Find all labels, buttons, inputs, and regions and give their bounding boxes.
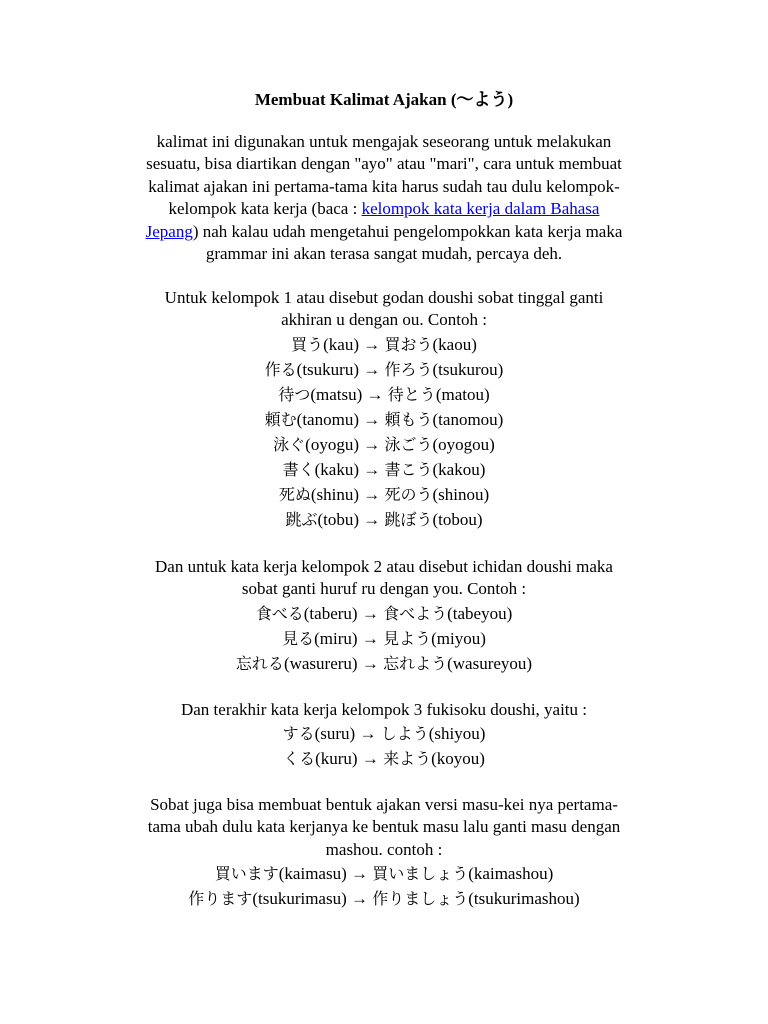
verb-romaji: (kaimasu): [278, 864, 347, 884]
verb-volitional-form: 見よう: [383, 628, 432, 648]
volitional-romaji: (kaou): [432, 334, 477, 354]
verb-volitional-form: 死のう: [384, 484, 433, 504]
verb-dictionary-form: する: [282, 724, 315, 744]
verb-dictionary-form: くる: [283, 749, 316, 769]
verb-romaji: (wasureru): [283, 653, 358, 673]
arrow-icon: →: [359, 459, 385, 479]
group2-examples: [84, 601, 684, 676]
masu-examples: [84, 861, 684, 911]
volitional-romaji: (tobou): [432, 509, 483, 529]
conjugation-example: [84, 651, 684, 676]
conjugation-example: [84, 332, 684, 357]
verb-groups-link[interactable]: kelompok kata kerja dalam Bahasa: [361, 199, 600, 219]
group3-text: Dan terakhir kata kerja kelompok 3 fukisoku doushi, yaitu :: [180, 700, 588, 719]
verb-volitional-form: 忘れよう: [383, 653, 448, 673]
verb-volitional-form: 来よう: [383, 749, 432, 769]
volitional-romaji: (miyou): [431, 628, 486, 648]
verb-groups-link-continued[interactable]: Jepang: [145, 221, 193, 241]
intro-text: kelompok kata kerja (baca :: [168, 199, 362, 219]
conjugation-example: [84, 407, 684, 432]
conjugation-example: [84, 746, 684, 771]
verb-romaji: (shinu): [310, 484, 359, 504]
masu-text: Sobat juga bisa membuat bentuk ajakan versi masu-kei nya pertama-: [150, 795, 618, 814]
conjugation-example: [84, 626, 684, 651]
conjugation-example: [84, 432, 684, 457]
verb-romaji: (kaku): [314, 459, 359, 479]
arrow-icon: →: [359, 434, 385, 454]
volitional-romaji: (wasureyou): [447, 653, 533, 673]
conjugation-example: [84, 357, 684, 382]
group1-section: [84, 287, 684, 532]
verb-romaji: (suru): [314, 724, 356, 744]
verb-romaji: (kau): [323, 334, 359, 354]
arrow-icon: →: [359, 484, 385, 504]
masu-text: tama ubah dulu kata kerjanya ke bentuk masu lalu ganti masu dengan: [147, 817, 621, 837]
arrow-icon: →: [362, 384, 388, 404]
intro-line: [84, 198, 684, 220]
group3-examples: [84, 721, 684, 771]
group2-text: Dan untuk kata kerja kelompok 2 atau disebut ichidan doushi maka: [155, 557, 613, 576]
verb-dictionary-form: 跳ぶ: [285, 509, 318, 529]
intro-line: grammar ini akan terasa sangat mudah, percaya deh.: [205, 243, 563, 263]
verb-dictionary-form: 食べる: [255, 603, 304, 623]
arrow-icon: →: [357, 628, 384, 648]
verb-volitional-form: 作ろう: [384, 359, 433, 379]
verb-volitional-form: 跳ぼう: [384, 509, 433, 529]
arrow-icon: →: [355, 724, 381, 744]
verb-dictionary-form: 買う: [291, 334, 324, 354]
arrow-icon: →: [346, 864, 373, 884]
verb-volitional-form: 作りましょう: [372, 889, 469, 909]
verb-romaji: (matsu): [310, 384, 363, 404]
arrow-icon: →: [359, 509, 385, 529]
intro-line: [84, 221, 684, 243]
conjugation-example: [84, 482, 684, 507]
masu-text: mashou. contoh :: [325, 839, 443, 859]
intro-line: kalimat ajakan ini pertama-tama kita harus sudah tau dulu kelompok-: [148, 176, 620, 196]
volitional-romaji: (tanomou): [432, 409, 504, 429]
arrow-icon: →: [359, 334, 385, 354]
conjugation-example: [84, 861, 684, 886]
verb-dictionary-form: 書く: [282, 459, 315, 479]
verb-dictionary-form: 買います: [214, 864, 279, 884]
verb-romaji: (miru): [314, 628, 358, 648]
verb-volitional-form: 買いましょう: [372, 864, 469, 884]
arrow-icon: →: [359, 359, 385, 379]
verb-dictionary-form: 待つ: [278, 384, 311, 404]
verb-dictionary-form: 死ぬ: [278, 484, 311, 504]
volitional-romaji: (matou): [435, 384, 490, 404]
volitional-romaji: (tsukurou): [432, 359, 504, 379]
volitional-romaji: (kaimashou): [468, 864, 554, 884]
conjugation-example: [84, 382, 684, 407]
arrow-icon: →: [357, 653, 384, 673]
group1-text: Untuk kelompok 1 atau disebut godan doushi sobat tinggal ganti: [164, 288, 604, 307]
intro-paragraph: [84, 131, 684, 265]
arrow-icon: →: [359, 409, 385, 429]
verb-volitional-form: 頼もう: [384, 409, 433, 429]
intro-line: kalimat ini digunakan untuk mengajak seseorang untuk melakukan: [156, 132, 612, 151]
volitional-romaji: (shinou): [432, 484, 490, 504]
intro-line: sesuatu, bisa diartikan dengan "ayo" atau "mari", cara untuk membuat: [146, 154, 622, 174]
volitional-romaji: (shiyou): [428, 724, 486, 744]
verb-romaji: (tsukurimasu): [252, 889, 347, 909]
verb-volitional-form: 食べよう: [383, 603, 448, 623]
conjugation-example: [84, 457, 684, 482]
arrow-icon: →: [346, 889, 373, 909]
verb-romaji: (oyogu): [305, 434, 359, 454]
volitional-romaji: (tabeyou): [447, 603, 513, 623]
verb-dictionary-form: 頼む: [264, 409, 297, 429]
volitional-romaji: (oyogou): [432, 434, 495, 454]
verb-volitional-form: 書こう: [384, 459, 433, 479]
volitional-romaji: (kakou): [432, 459, 486, 479]
conjugation-example: [84, 886, 684, 911]
verb-romaji: (taberu): [303, 603, 358, 623]
verb-romaji: (kuru): [315, 749, 358, 769]
verb-volitional-form: 待とう: [387, 384, 436, 404]
verb-romaji: (tanomu): [296, 409, 359, 429]
conjugation-example: [84, 601, 684, 626]
verb-dictionary-form: 作る: [264, 359, 297, 379]
page-title: Membuat Kalimat Ajakan (～よう): [254, 90, 514, 109]
intro-text: ) nah kalau udah mengetahui pengelompokkan kata kerja maka: [192, 221, 623, 241]
group3-section: [84, 699, 684, 771]
verb-romaji: (tobu): [317, 509, 359, 529]
conjugation-example: [84, 507, 684, 532]
verb-romaji: (tsukuru): [296, 359, 359, 379]
verb-dictionary-form: 作ります: [188, 889, 253, 909]
verb-volitional-form: しよう: [380, 724, 429, 744]
arrow-icon: →: [357, 603, 384, 623]
arrow-icon: →: [357, 749, 384, 769]
verb-volitional-form: 泳ごう: [384, 434, 433, 454]
masu-section: [84, 794, 684, 911]
conjugation-example: [84, 721, 684, 746]
group1-examples: [84, 332, 684, 532]
group2-section: [84, 556, 684, 676]
volitional-romaji: (koyou): [431, 749, 485, 769]
volitional-romaji: (tsukurimashou): [468, 889, 580, 909]
verb-dictionary-form: 忘れる: [235, 653, 284, 673]
group1-text: akhiran u dengan ou. Contoh :: [281, 310, 487, 330]
group2-text: sobat ganti huruf ru dengan you. Contoh :: [241, 579, 527, 599]
verb-dictionary-form: 泳ぐ: [273, 434, 306, 454]
verb-volitional-form: 買おう: [384, 334, 433, 354]
verb-dictionary-form: 見る: [282, 628, 315, 648]
